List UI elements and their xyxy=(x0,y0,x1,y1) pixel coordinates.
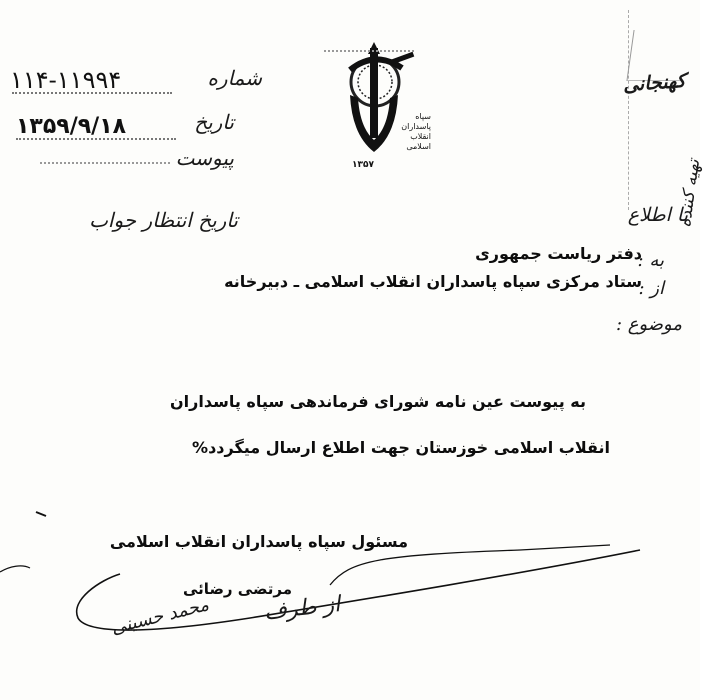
letter-date-value: ۱۳۵۹/۹/۱۸ xyxy=(16,114,127,139)
attachment-label: پیوست xyxy=(175,146,234,170)
body-line-1: به پیوست عین نامه شورای فرماندهی سپاه پاسداران xyxy=(170,392,586,411)
subject-label: موضوع : xyxy=(615,314,682,335)
to-label: به : xyxy=(637,250,664,271)
body-line-2: انقلاب اسلامی خوزستان جهت اطلاع ارسال میگردد% xyxy=(192,438,610,457)
signoff-name: مرتضی رضائی xyxy=(183,580,292,598)
letter-date-label: تاریخ xyxy=(194,110,234,134)
prepared-by-label: تهیه کننده xyxy=(674,158,704,229)
from-label: از : xyxy=(638,278,664,299)
letter-number-value: ۱۱۴-۱۱۹۹۴ xyxy=(10,66,122,94)
awaiting-reply-label: تاریخ انتظار جواب xyxy=(89,208,238,232)
emblem-line-4: اسلامی xyxy=(406,142,431,151)
signature-text-1: از طرف xyxy=(262,592,342,625)
letter-number-label: شماره xyxy=(207,66,262,90)
emblem-line-3: انقلاب xyxy=(410,132,431,141)
signature-text-2: محمد حسینی xyxy=(109,594,212,639)
to-value: دفتر ریاست جمهوری xyxy=(475,244,642,263)
margin-signature: کهنجانی xyxy=(622,69,687,97)
emblem-year: ۱۳۵۷ xyxy=(352,160,374,170)
cc-label: با اطلاع xyxy=(627,204,688,226)
signoff-title: مسئول سپاه پاسداران انقلاب اسلامی xyxy=(109,532,408,551)
from-value: ستاد مرکزی سپاه پاسداران انقلاب اسلامی ـ دبیرخانه xyxy=(224,272,642,291)
emblem-line-2: پاسداران xyxy=(401,122,431,131)
emblem-line-1: سپاه xyxy=(415,112,431,121)
